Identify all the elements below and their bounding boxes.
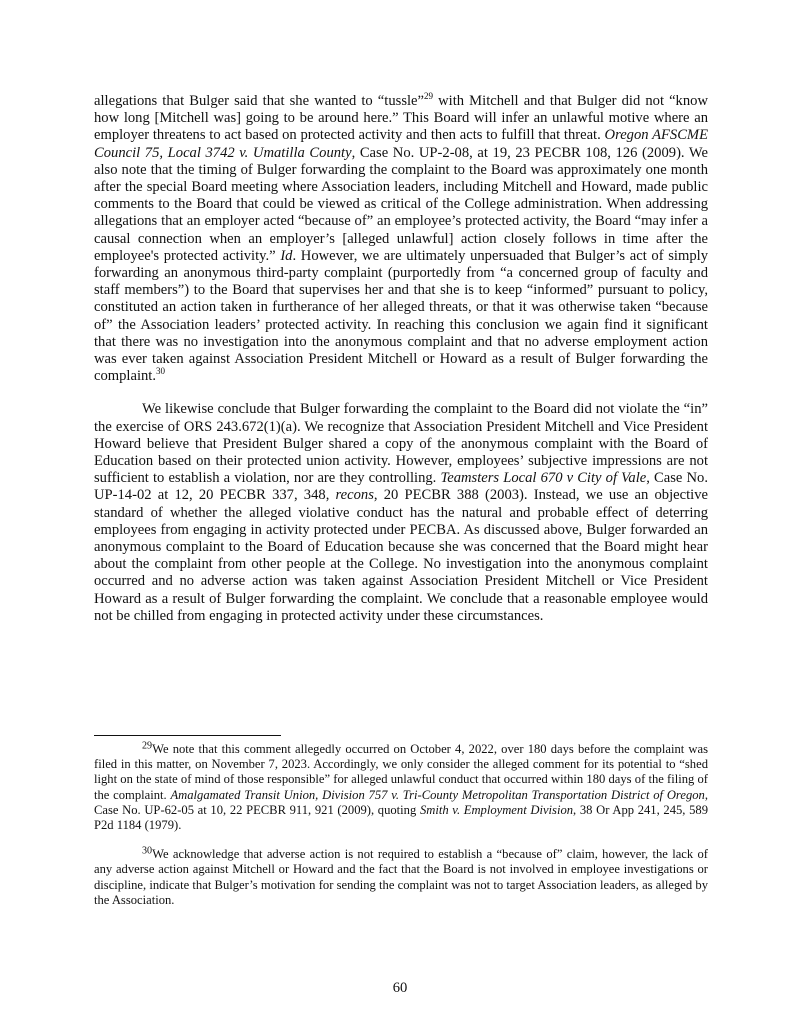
footnote-29 bbox=[94, 742, 708, 833]
paragraph-continuation bbox=[94, 93, 708, 385]
text-run: . However, we are ultimately unpersuaded that Bulger’s act of simply forwarding an anonymous third-party complaint (purportedly from “a concerned group of faculty and staff members”) to the Board that supervises her and that she is to keep “informed” pursuant to policy, constituted an action taken in furtherance of her alleged threats, or that it was otherwise taken “because of” the Association leaders’ protected activity. In reaching this conclusion we again find it significant that there was no investigation into the anonymous complaint and that no adverse employment action was ever taken against Association President Mitchell or Howard as a result of Bulger forwarding the complaint. bbox=[94, 247, 708, 385]
paragraph-conclusion bbox=[94, 401, 708, 625]
case-citation: Teamsters Local 670 v City of Vale bbox=[440, 470, 647, 487]
case-citation: Amalgamated Transit Union, Division 757 v. Tri-County Metropolitan Transportation District of Oregon bbox=[170, 787, 705, 802]
text-run: We acknowledge that adverse action is not required to establish a “because of” claim, however, the lack of any adverse action against Mitchell or Howard and the fact that the Board is not involved in employee investigations or discipline, indicate that Bulger’s motivation for sending the complaint was not to target Association leaders, as alleged by the Association. bbox=[94, 847, 708, 907]
recons-citation: recons bbox=[335, 487, 374, 504]
page-number: 60 bbox=[392, 980, 408, 996]
footnote-separator bbox=[94, 735, 281, 736]
text-run: , Case No. UP-14-02 at 12, 20 PECBR 337, 348, bbox=[94, 470, 708, 504]
text-run: , Case No. UP-2-08, at 19, 23 PECBR 108, 126 (2009). We also note that the timing of Bulger forwarding the complaint to the Board was approximately one month after the special Board meeting where Association leaders, including Mitchell and Howard, made public comments to the Board that could be viewed as critical of the College administration. When addressing allegations that an employer acted “because of” an employee’s protected activity, the Board “may infer a causal connection when an employer’s [alleged unlawful] action closely follows in time after the employee's protected activity.” bbox=[94, 144, 708, 264]
case-citation: Oregon AFSCME Council 75, Local 3742 v. Umatilla County bbox=[94, 127, 708, 161]
text-run: , Case No. UP-62-05 at 10, 22 PECBR 911, 921 (2009), quoting bbox=[94, 787, 708, 817]
text-run: allegations that Bulger said that she wanted to “tussle” bbox=[94, 93, 425, 109]
text-run: We likewise conclude that Bulger forwarding the complaint to the Board did not violate the “in” the exercise of ORS 243.672(1)(a). We recognize that Association President Mitchell and Vice President Howard believe that President Bulger shared a copy of the anonymous complaint with the Board of Education based on their protected union activity. However, employees’ subjective impressions are not sufficient to establish a violation, nor are they controlling. bbox=[94, 401, 708, 487]
case-citation: Smith v. Employment Division bbox=[419, 802, 574, 817]
footnote-ref-29[interactable]: 29 bbox=[424, 91, 434, 102]
footnote-number: 30 bbox=[142, 845, 153, 857]
footnote-30 bbox=[94, 847, 708, 908]
footnotes bbox=[94, 742, 708, 908]
footnote-ref-30[interactable]: 30 bbox=[156, 366, 166, 377]
text-run: , 38 Or App 241, 245, 589 P2d 1184 (1979). bbox=[94, 802, 708, 833]
text-run: with Mitchell and that Bulger did not “know how long [Mitchell was] going to be around here.” This Board will infer an unlawful motive where an employer threatens to act based on protected activity and then acts to fulfill that threat. bbox=[94, 93, 708, 144]
id-citation: Id bbox=[280, 247, 293, 264]
footnote-number: 29 bbox=[142, 740, 153, 752]
text-run: , 20 PECBR 388 (2003). Instead, we use an objective standard of whether the alleged violative conduct has the natural and probable effect of deterring employees from engaging in activity protected under PECBA. As discussed above, Bulger forwarded an anonymous complaint to the Board of Education because she was concerned that the Board might hear about the complaint from other people at the College. No investigation into the anonymous complaint occurred and no adverse action was taken against Association President Mitchell or Vice President Howard as a result of Bulger forwarding the complaint. We conclude that a reasonable employee would not be chilled from engaging in protected activity under these circumstances. bbox=[94, 487, 709, 624]
text-run: We note that this comment allegedly occurred on October 4, 2022, over 180 days before the complaint was filed in this matter, on November 7, 2023. Accordingly, we only consider the alleged comment for its potential to “shed light on the state of mind of those responsible” for alleged unlawful conduct that occurred within 180 days of the filing of the complaint. bbox=[94, 742, 708, 802]
document-body bbox=[94, 93, 708, 625]
